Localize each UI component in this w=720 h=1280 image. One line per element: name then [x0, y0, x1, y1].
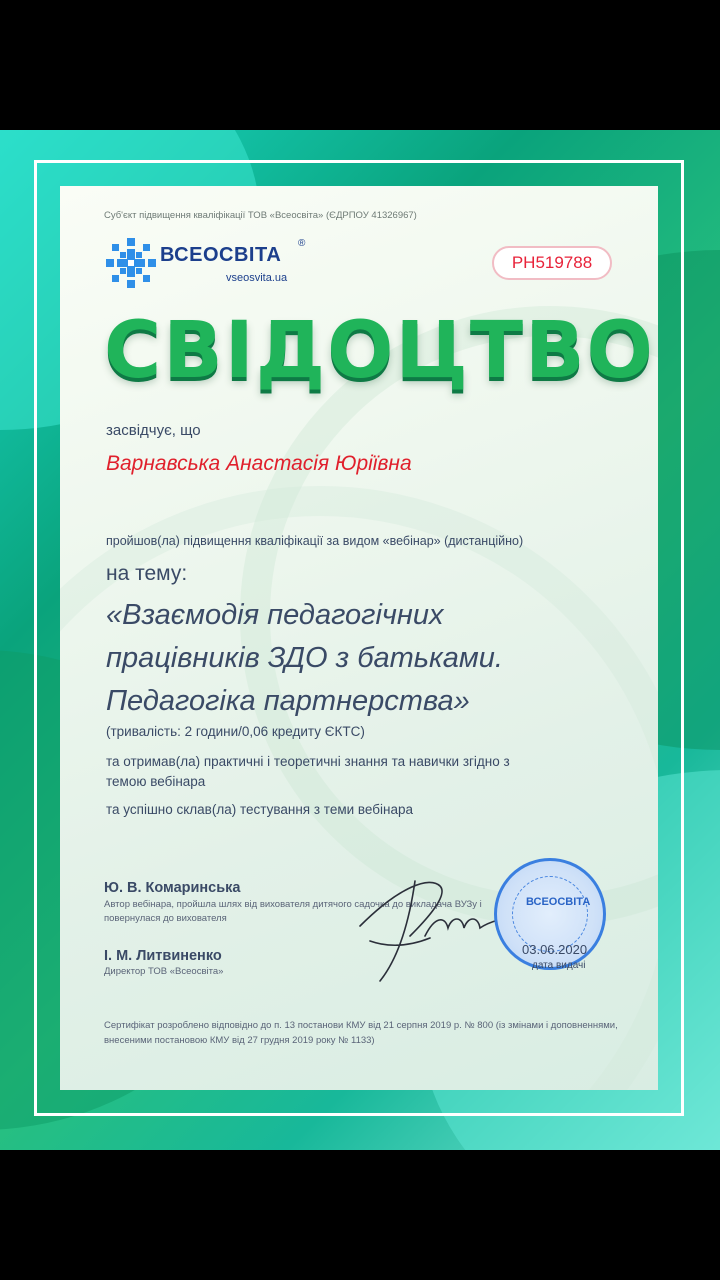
webinar-topic — [106, 594, 626, 723]
topic-line: «Взаємодія педагогічних — [106, 599, 444, 631]
signatory-name: І. М. Литвиненко — [104, 948, 222, 964]
recipient-name: Варнавська Анастасія Юріївна — [106, 452, 412, 475]
certify-text: засвідчує, що — [106, 422, 201, 439]
topic-label: на тему: — [106, 562, 188, 585]
logo-name: ВСЕОСВІТА — [160, 244, 282, 266]
topic-line: Педагогіка партнерства» — [106, 685, 470, 717]
tested-text: та успішно склав(ла) тестування з теми вебінара — [106, 802, 413, 817]
legal-text: Сертифікат розроблено відповідно до п. 13 постанови КМУ від 21 серпня 2019 р. № 800 (із змінами і доповненнями, внесеними постановою КМУ від 27 грудня 2019 року № 1133) — [104, 1020, 618, 1046]
registration-number-badge: PH519788 — [492, 246, 612, 280]
issue-date: 03.06.2020 — [522, 942, 588, 957]
passed-text: пройшов(ла) підвищення кваліфікації за видом «вебінар» (дистанційно) — [106, 534, 524, 548]
certificate-sheet — [60, 186, 658, 1090]
duration-text: (тривалість: 2 години/0,06 кредиту ЄКТС) — [106, 724, 365, 739]
snowflake-logo-icon — [104, 236, 158, 290]
issue-date-label: дата видачі — [532, 960, 586, 971]
signatory-role: Автор вебінара, пройшла шлях від вихователя дитячого садочка до викладача ВУЗу і повернулася до вихователя — [104, 899, 482, 924]
signatory-name: Ю. В. Комаринська — [104, 880, 241, 896]
stamp-text: ВСЕОСВІТА — [526, 896, 591, 908]
acquired-text: та отримав(ла) практичні і теоретичні знання та навички згідно з темою вебінара — [106, 754, 510, 789]
certificate-title: СВІДОЦТВО — [104, 306, 655, 396]
topic-line: працівників ЗДО з батьками. — [106, 642, 503, 674]
subject-line: Суб'єкт підвищення кваліфікації ТОВ «Всеосвіта» (ЄДРПОУ 41326967) — [104, 210, 417, 221]
logo-registered-mark: ® — [298, 238, 306, 249]
stamp-inner-ring — [512, 876, 591, 952]
logo-url: vseosvita.ua — [226, 272, 288, 284]
signatory-role: Директор ТОВ «Всеосвіта» — [104, 966, 224, 977]
